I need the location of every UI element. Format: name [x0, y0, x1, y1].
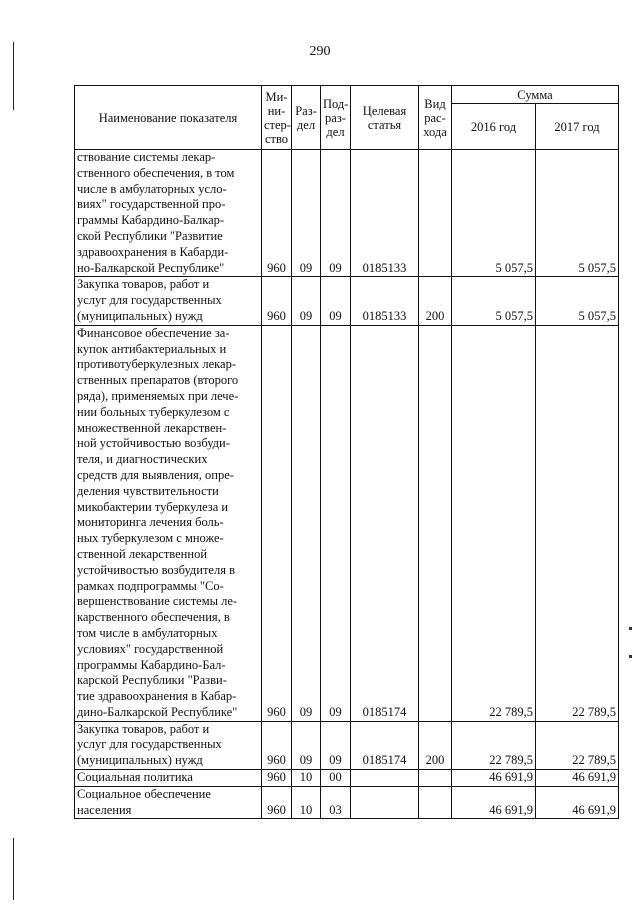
row-sum-2017: 5 057,5	[536, 150, 619, 277]
row-ministry: 960	[262, 325, 292, 721]
row-sum-2017: 46 691,9	[536, 786, 619, 819]
row-ministry: 960	[262, 277, 292, 325]
header-ministry: Ми- ни- стер- ство	[262, 86, 292, 150]
row-sum-2016: 46 691,9	[452, 770, 536, 787]
row-ministry: 960	[262, 786, 292, 819]
header-target: Целевая статья	[351, 86, 419, 150]
row-section: 09	[292, 277, 321, 325]
row-name: Закупка товаров, работ и услуг для государственных (муниципальных) нужд	[75, 721, 262, 769]
table-row	[75, 721, 619, 769]
table-header	[75, 86, 619, 150]
row-subsection: 09	[321, 721, 351, 769]
header-year-2017: 2017 год	[536, 104, 619, 150]
table-row	[75, 277, 619, 325]
header-year-2016: 2016 год	[452, 104, 536, 150]
row-ministry: 960	[262, 770, 292, 787]
row-name: Социальное обеспечение населения	[75, 786, 262, 819]
row-ministry: 960	[262, 721, 292, 769]
row-subsection: 00	[321, 770, 351, 787]
row-section: 10	[292, 786, 321, 819]
table-row	[75, 786, 619, 819]
edge-mark	[629, 627, 632, 630]
row-target: 0185174	[351, 325, 419, 721]
table-row	[75, 150, 619, 277]
header-expense-type: Вид рас- хода	[419, 86, 452, 150]
row-target: 0185133	[351, 150, 419, 277]
row-sum-2017: 22 789,5	[536, 325, 619, 721]
left-margin-line	[13, 838, 14, 900]
row-subsection: 09	[321, 277, 351, 325]
page-number: 290	[309, 44, 331, 59]
row-subsection: 09	[321, 150, 351, 277]
edge-mark	[629, 655, 632, 658]
row-expense-type	[419, 325, 452, 721]
row-expense-type	[419, 770, 452, 787]
row-expense-type	[419, 150, 452, 277]
row-name: ствование системы лекар- ственного обеспечения, в том числе в амбулаторных усло- виях" государственной про- граммы Кабардино-Балкар- ской Республики "Развитие здравоохранения в Кабарди- но-Балкарской Республике"	[75, 150, 262, 277]
header-name: Наименование показателя	[75, 86, 262, 150]
row-subsection: 09	[321, 325, 351, 721]
row-section: 09	[292, 721, 321, 769]
row-target: 0185133	[351, 277, 419, 325]
row-target	[351, 770, 419, 787]
table-row	[75, 770, 619, 787]
row-name: Закупка товаров, работ и услуг для государственных (муниципальных) нужд	[75, 277, 262, 325]
row-name: Социальная политика	[75, 770, 262, 787]
row-section: 09	[292, 325, 321, 721]
row-ministry: 960	[262, 150, 292, 277]
row-expense-type: 200	[419, 721, 452, 769]
row-sum-2016: 5 057,5	[452, 277, 536, 325]
row-sum-2017: 5 057,5	[536, 277, 619, 325]
row-sum-2017: 22 789,5	[536, 721, 619, 769]
row-section: 09	[292, 150, 321, 277]
row-sum-2016: 22 789,5	[452, 721, 536, 769]
row-subsection: 03	[321, 786, 351, 819]
left-margin-line	[13, 42, 14, 110]
header-section: Раз- дел	[292, 86, 321, 150]
row-sum-2016: 46 691,9	[452, 786, 536, 819]
row-expense-type: 200	[419, 277, 452, 325]
row-expense-type	[419, 786, 452, 819]
header-sum: Сумма	[452, 86, 619, 104]
row-sum-2016: 22 789,5	[452, 325, 536, 721]
table-row	[75, 325, 619, 721]
header-subsection: Под- раз- дел	[321, 86, 351, 150]
row-target: 0185174	[351, 721, 419, 769]
row-sum-2017: 46 691,9	[536, 770, 619, 787]
row-target	[351, 786, 419, 819]
row-sum-2016: 5 057,5	[452, 150, 536, 277]
row-section: 10	[292, 770, 321, 787]
budget-table	[74, 85, 619, 819]
row-name: Финансовое обеспечение за- купок антибактериальных и противотуберкулезных лекар- ственных препаратов (второго ряда), применяемых при лече- нии больных туберкулезом с множественной лекарствен- ной устойчивостью возбуди- теля, и диагностических средств для выявления, опре- деления чувствительности микобактерии туберкулеза и мониторинга лечения боль- ных туберкулезом с множе- ственной лекарственной устойчивостью возбудителя в рамках подпрограммы "Со- вершенствование системы ле- карственного обеспечения, в том числе в амбулаторных условиях" государственной программы Кабардино-Бал- карской Республики "Разви- тие здравоохранения в Кабар- дино-Балкарской Республике"	[75, 325, 262, 721]
